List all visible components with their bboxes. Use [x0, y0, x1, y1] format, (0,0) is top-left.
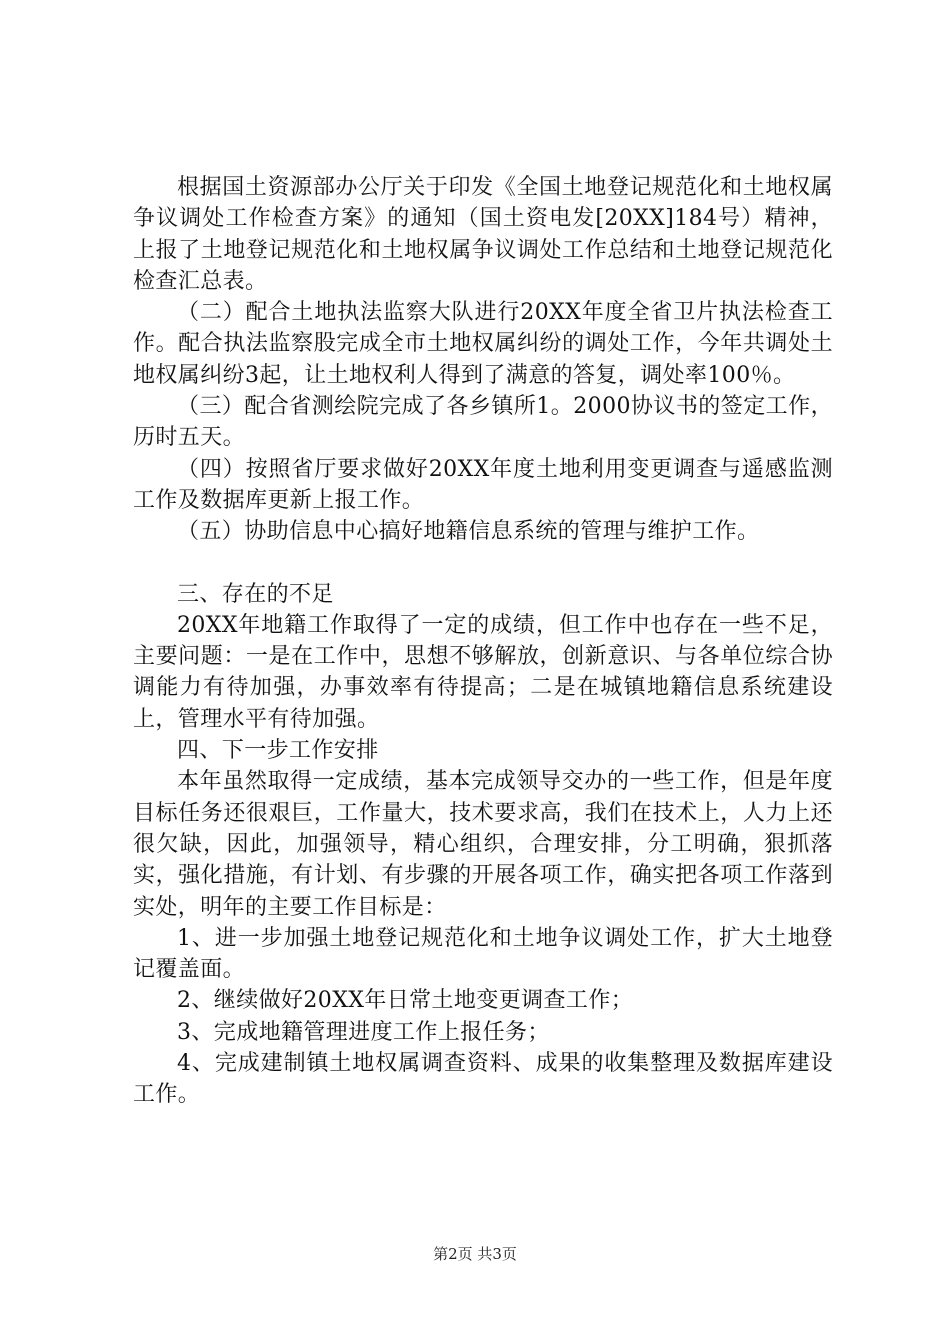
paragraph-item-2: （二）配合土地执法监察大队进行20XX年度全省卫片执法检查工作。配合执法监察股完成全市土地权属纠纷的调处工作，今年共调处土地权属纠纷3起，让土地权利人得到了满意的答复，调处率100％。 — [133, 300, 833, 388]
paragraph-item-5: （五）协助信息中心搞好地籍信息系统的管理与维护工作。 — [177, 519, 760, 545]
list-item-goal-3: 3、完成地籍管理进度工作上报任务； — [177, 1019, 550, 1045]
page-number-footer: 第2页 共3页 — [433, 1245, 517, 1263]
section-heading-shortcomings: 三、存在的不足 — [177, 581, 334, 607]
paragraph-shortcomings: 20XX年地籍工作取得了一定的成绩，但工作中也存在一些不足，主要问题：一是在工作中，思想不够解放，创新意识、与各单位综合协调能力有待加强，办事效率有待提高；二是在城镇地籍信息系统建设上，管理水平有待加强。 — [133, 612, 833, 732]
paragraph-item-4: （四）按照省厅要求做好20XX年度土地利用变更调查与遥感监测工作及数据库更新上报工作。 — [133, 456, 833, 513]
paragraph-next-steps: 本年虽然取得一定成绩，基本完成领导交办的一些工作，但是年度目标任务还很艰巨，工作量大，技术要求高，我们在技术上，人力上还很欠缺，因此，加强领导，精心组织，合理安排，分工明确，狠抓落实，强化措施，有计划、有步骤的开展各项工作，确实把各项工作落到实处，明年的主要工作目标是： — [133, 769, 833, 920]
paragraph-inspection-report: 根据国土资源部办公厅关于印发《全国土地登记规范化和土地权属争议调处工作检查方案》的通知（国土资电发[20XX]184号）精神，上报了土地登记规范化和土地权属争议调处工作总结和土地登记规范化检查汇总表。 — [133, 175, 833, 294]
blank-line — [133, 548, 833, 579]
list-item-goal-2: 2、继续做好20XX年日常土地变更调查工作； — [177, 988, 634, 1014]
list-item-goal-1: 1、进一步加强土地登记规范化和土地争议调处工作，扩大土地登记覆盖面。 — [133, 925, 833, 983]
document-body — [133, 172, 833, 1111]
section-heading-next-steps: 四、下一步工作安排 — [177, 738, 379, 764]
paragraph-item-3: （三）配合省测绘院完成了各乡镇所1。2000协议书的签定工作，历时五天。 — [133, 394, 833, 451]
list-item-goal-4: 4、完成建制镇土地权属调查资料、成果的收集整理及数据库建设工作。 — [133, 1051, 833, 1108]
